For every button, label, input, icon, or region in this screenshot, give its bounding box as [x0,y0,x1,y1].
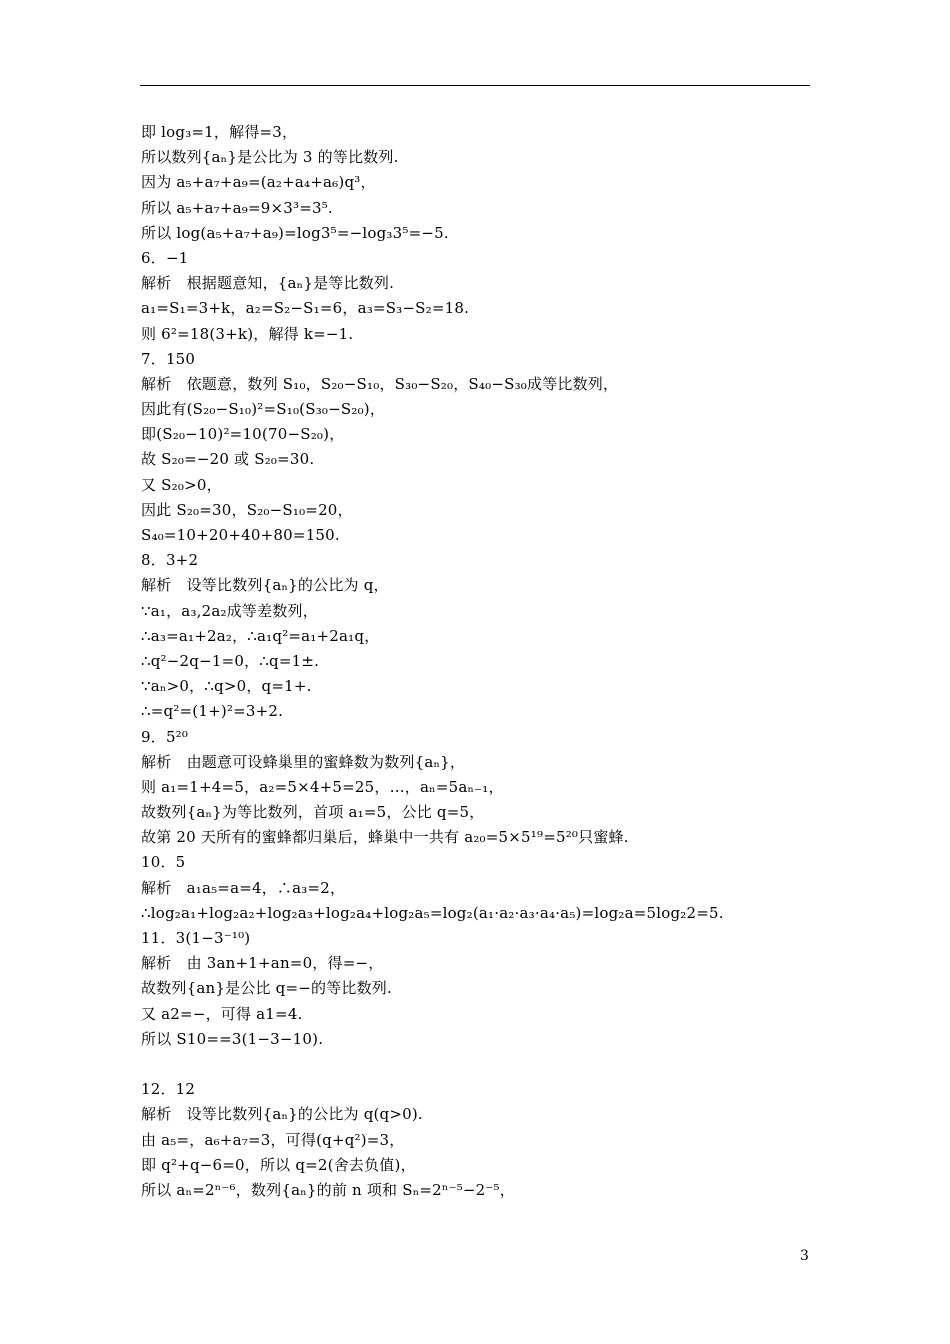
text-line: 则 a₁=1+4=5，a₂=5×4+5=25，…，aₙ=5aₙ₋₁， [141,777,504,796]
text-line: 即(S₂₀−10)²=10(70−S₂₀)， [141,425,345,444]
text-line: 解析 设等比数列{aₙ}的公比为 q(q>0). [141,1105,423,1124]
text-line: 因此 S₂₀=30，S₂₀−S₁₀=20， [141,500,353,519]
text-line: 解析 设等比数列{aₙ}的公比为 q， [141,576,389,595]
text-line: 所以 aₙ=2ⁿ⁻⁶，数列{aₙ}的前 n 项和 Sₙ=2ⁿ⁻⁵−2⁻⁵， [141,1180,515,1199]
text-line: 即 q²+q−6=0，所以 q=2(舍去负值)， [141,1155,416,1174]
problem-answer-9: 9．5²⁰ [141,727,189,746]
text-line: 故数列{aₙ}为等比数列，首项 a₁=5，公比 q=5， [141,803,485,822]
problem-answer-6: 6．−1 [141,248,189,267]
blank-line [141,1052,821,1077]
text-line: 由 a₅=，a₆+a₇=3，可得(q+q²)=3， [141,1130,405,1149]
text-line: 故 S₂₀=−20 或 S₂₀=30. [141,450,315,469]
text-line: ∴q²−2q−1=0，∴q=1±. [141,651,320,670]
text-line: 所以数列{aₙ}是公比为 3 的等比数列. [141,148,399,167]
text-line: 故第 20 天所有的蜜蜂都归巢后，蜂巢中一共有 a₂₀=5×5¹⁹=5²⁰只蜜蜂. [141,828,629,847]
text-line: 故数列{an}是公比 q=−的等比数列. [141,979,392,998]
text-line: ∵aₙ>0，∴q>0，q=1+. [141,677,312,696]
text-line: ∴a₃=a₁+2a₂，∴a₁q²=a₁+2a₁q， [141,626,380,645]
problem-answer-12: 12．12 [141,1080,196,1099]
text-line: 又 a2=−，可得 a1=4. [141,1004,303,1023]
text-line: 因为 a₅+a₇+a₉=(a₂+a₄+a₆)q³， [141,173,376,192]
text-line: ∴log₂a₁+log₂a₂+log₂a₃+log₂a₄+log₂a₅=log₂(a₁·a₂·a₃·a₄·a₅)=log₂a=5log₂2=5. [141,903,724,922]
text-line: ∴=q²=(1+)²=3+2. [141,702,284,721]
text-line: 解析 由 3an+1+an=0，得=−， [141,954,384,973]
text-line: 解析 依题意，数列 S₁₀，S₂₀−S₁₀，S₃₀−S₂₀，S₄₀−S₃₀成等比数列， [141,374,619,393]
text-line: 所以 a₅+a₇+a₉=9×3³=3⁵. [141,198,333,217]
document-body [141,120,821,1203]
text-line: S₄₀=10+20+40+80=150. [141,526,340,544]
text-line: 解析 由题意可设蜂巢里的蜜蜂数为数列{aₙ}， [141,752,466,771]
text-line: 则 6²=18(3+k)，解得 k=−1. [141,324,354,343]
text-line: 解析 a₁a₅=a=4，∴a₃=2， [141,878,346,897]
text-line: ∵a₁，a₃,2a₂成等差数列， [141,601,318,620]
text-line: 解析 根据题意知，{aₙ}是等比数列. [141,274,395,293]
page-number: 3 [800,1248,809,1264]
problem-answer-10: 10．5 [141,853,186,872]
text-line: 即 log₃=1，解得=3， [141,123,298,141]
problem-answer-11: 11．3(1−3⁻¹⁰) [141,929,251,947]
text-line: 所以 S10==3(1−3−10). [141,1029,324,1048]
problem-answer-8: 8．3+2 [141,551,199,570]
text-line: 因此有(S₂₀−S₁₀)²=S₁₀(S₃₀−S₂₀)， [141,400,386,419]
text-line: a₁=S₁=3+k，a₂=S₂−S₁=6，a₃=S₃−S₂=18. [141,299,470,318]
problem-answer-7: 7．150 [141,349,196,368]
header-rule [140,85,810,86]
text-line: 又 S₂₀>0， [141,475,222,494]
text-line: 所以 log(a₅+a₇+a₉)=log3⁵=−log₃3⁵=−5. [141,223,449,242]
